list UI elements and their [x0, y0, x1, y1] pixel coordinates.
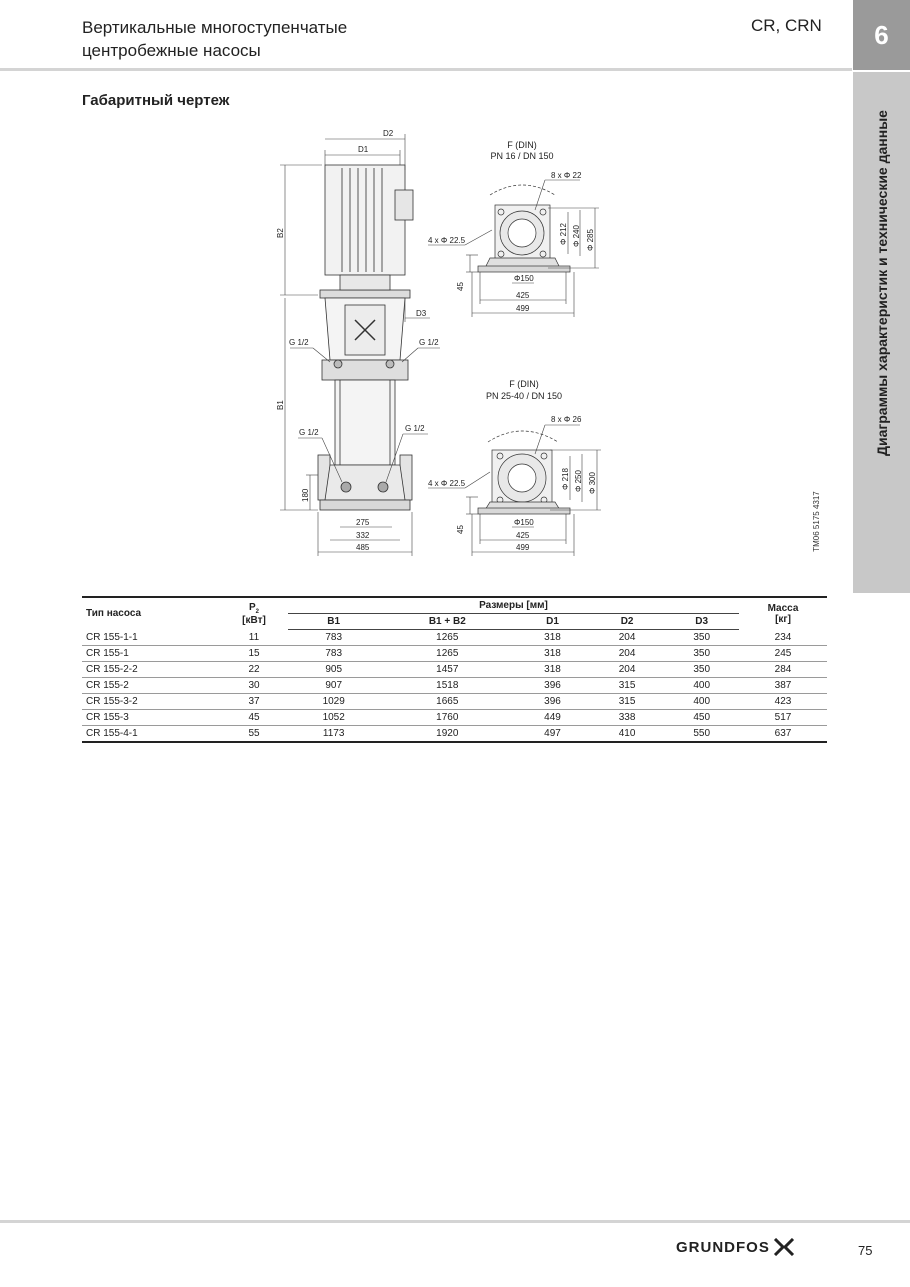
cell-mass: 423	[739, 694, 827, 710]
cell-d2: 315	[590, 694, 665, 710]
flange-top-title-2: PN 16 / DN 150	[490, 151, 554, 161]
table-row	[82, 678, 827, 694]
cell-b1: 783	[288, 646, 379, 662]
cell-d3: 350	[664, 662, 739, 678]
cell-type: CR 155-3	[82, 710, 220, 726]
flange-bottom-d250: Φ 250	[574, 470, 583, 492]
cell-b1: 907	[288, 678, 379, 694]
cell-b1-b2: 1265	[379, 630, 515, 646]
cell-mass: 234	[739, 630, 827, 646]
label-b2: B2	[276, 228, 285, 238]
chapter-side-title-text: Диаграммы характеристик и технические данные	[873, 110, 890, 456]
flange-top-d240: Φ 240	[572, 225, 581, 247]
cell-power: 15	[220, 646, 288, 662]
cell-b1: 1173	[288, 726, 379, 743]
cell-d1: 497	[515, 726, 590, 743]
pump-drawing	[318, 165, 413, 510]
cell-b1-b2: 1518	[379, 678, 515, 694]
cell-b1: 1052	[288, 710, 379, 726]
label-g-left-top: G 1/2	[289, 338, 309, 347]
flange-top-d285: Φ 285	[586, 229, 595, 251]
chapter-side-title	[855, 75, 908, 491]
cell-type: CR 155-4-1	[82, 726, 220, 743]
flange-bottom-d218: Φ 218	[561, 468, 570, 490]
cell-d1: 449	[515, 710, 590, 726]
title-line-1: Вертикальные многоступенчатые	[82, 18, 348, 37]
footer-divider	[0, 1220, 910, 1223]
cell-b1: 905	[288, 662, 379, 678]
cell-b1-b2: 1457	[379, 662, 515, 678]
header-d3: D3	[664, 614, 739, 630]
flange-bottom-side-holes: 4 x Φ 22.5	[428, 479, 466, 488]
table-row	[82, 726, 827, 743]
flange-top-d212: Φ 212	[559, 223, 568, 245]
cell-d1: 318	[515, 646, 590, 662]
cell-d2: 204	[590, 630, 665, 646]
cell-mass: 284	[739, 662, 827, 678]
terminal-box	[395, 190, 413, 220]
table-row	[82, 630, 827, 646]
header-power	[220, 597, 288, 630]
dimension-drawing	[270, 120, 610, 560]
pump-sleeve	[335, 380, 395, 465]
label-g-left-bottom: G 1/2	[299, 428, 319, 437]
cell-d2: 338	[590, 710, 665, 726]
base-plate	[320, 500, 410, 510]
cell-d1: 318	[515, 630, 590, 646]
cell-d3: 450	[664, 710, 739, 726]
chapter-number-tab: 6	[853, 0, 910, 70]
cell-type: CR 155-1-1	[82, 630, 220, 646]
grundfos-logo	[676, 1236, 795, 1258]
label-g-right-top: G 1/2	[419, 338, 439, 347]
cell-d3: 400	[664, 678, 739, 694]
flange-top-bolts: 8 x Φ 22	[551, 171, 582, 180]
flange-top-h45: 45	[456, 282, 465, 291]
cell-type: CR 155-2	[82, 678, 220, 694]
drawing-code	[806, 483, 826, 559]
flange-bottom-h45: 45	[456, 525, 465, 534]
grundfos-x-icon	[773, 1238, 795, 1256]
flange-top-w425: 425	[516, 291, 530, 300]
motor-flange	[320, 290, 410, 298]
header-d2: D2	[590, 614, 665, 630]
cell-mass: 637	[739, 726, 827, 743]
flange-bottom-title-2: PN 25-40 / DN 150	[485, 391, 563, 401]
cell-power: 55	[220, 726, 288, 743]
cell-d1: 396	[515, 694, 590, 710]
flange-bottom-title-1: F (DIN)	[509, 379, 539, 389]
table-row	[82, 710, 827, 726]
header-dimensions: Размеры [мм]	[288, 597, 739, 614]
cell-mass: 245	[739, 646, 827, 662]
product-series: CR, CRN	[751, 16, 822, 35]
cell-mass: 387	[739, 678, 827, 694]
flange-bottom-d300: Φ 300	[588, 472, 597, 494]
cell-b1: 783	[288, 630, 379, 646]
flange-bottom-w425: 425	[516, 531, 530, 540]
title-line-2: центробежные насосы	[82, 41, 261, 60]
cell-power: 22	[220, 662, 288, 678]
flange-top-side-holes: 4 x Φ 22.5	[428, 236, 466, 245]
flange-bottom-bolts: 8 x Φ 26	[551, 415, 582, 424]
label-d3: D3	[416, 309, 427, 318]
flange-view-bottom	[478, 431, 570, 514]
flange-bottom-d150: Φ150	[514, 518, 534, 527]
cell-d2: 315	[590, 678, 665, 694]
motor-body	[325, 165, 405, 275]
label-d1: D1	[358, 145, 369, 154]
cell-type: CR 155-1	[82, 646, 220, 662]
label-w275: 275	[356, 518, 370, 527]
cell-b1-b2: 1760	[379, 710, 515, 726]
cell-power: 45	[220, 710, 288, 726]
cell-d2: 410	[590, 726, 665, 743]
label-d2: D2	[383, 129, 394, 138]
cell-type: CR 155-2-2	[82, 662, 220, 678]
header-pump-type: Тип насоса	[82, 597, 220, 630]
flange-top-title-1: F (DIN)	[507, 140, 537, 150]
header-mass-unit: [кг]	[775, 613, 791, 625]
label-g-right-bottom: G 1/2	[405, 424, 425, 433]
cell-d1: 396	[515, 678, 590, 694]
logo-wordmark: GRUNDFOS	[676, 1238, 770, 1256]
cell-b1-b2: 1265	[379, 646, 515, 662]
document-title	[82, 16, 347, 62]
cell-mass: 517	[739, 710, 827, 726]
header-mass-label: Масса	[767, 602, 799, 614]
cell-power: 37	[220, 694, 288, 710]
section-title: Габаритный чертеж	[82, 92, 230, 109]
header-b1: B1	[288, 614, 379, 630]
cell-type: CR 155-3-2	[82, 694, 220, 710]
header-d1: D1	[515, 614, 590, 630]
drawing-code-text: TM06 5175 4317	[811, 490, 821, 552]
page-number: 75	[858, 1243, 873, 1258]
cell-d3: 350	[664, 630, 739, 646]
pump-base	[325, 465, 405, 500]
cell-d3: 350	[664, 646, 739, 662]
table-row	[82, 694, 827, 710]
cell-d2: 204	[590, 662, 665, 678]
flange-bottom-w499: 499	[516, 543, 530, 552]
label-b1: B1	[276, 400, 285, 410]
flange-view-top	[478, 185, 570, 272]
header-power-subscript: 2	[255, 608, 259, 615]
label-w332: 332	[356, 531, 370, 540]
label-w485: 485	[356, 543, 370, 552]
cell-b1: 1029	[288, 694, 379, 710]
dimensions-table	[82, 596, 827, 743]
header-divider	[0, 68, 852, 71]
cell-power: 30	[220, 678, 288, 694]
cell-power: 11	[220, 630, 288, 646]
header-power-symbol: P	[248, 601, 256, 613]
flange-top-d150: Φ150	[514, 274, 534, 283]
header-b1-b2: B1 + B2	[379, 614, 515, 630]
label-h180: 180	[301, 488, 310, 502]
cell-d1: 318	[515, 662, 590, 678]
cell-d2: 204	[590, 646, 665, 662]
header-mass	[739, 597, 827, 630]
cell-b1-b2: 1920	[379, 726, 515, 743]
table-row	[82, 662, 827, 678]
table-row	[82, 646, 827, 662]
cell-d3: 550	[664, 726, 739, 743]
cell-b1-b2: 1665	[379, 694, 515, 710]
cell-d3: 400	[664, 694, 739, 710]
header-power-unit: [кВт]	[242, 614, 266, 626]
flange-top-w499: 499	[516, 304, 530, 313]
